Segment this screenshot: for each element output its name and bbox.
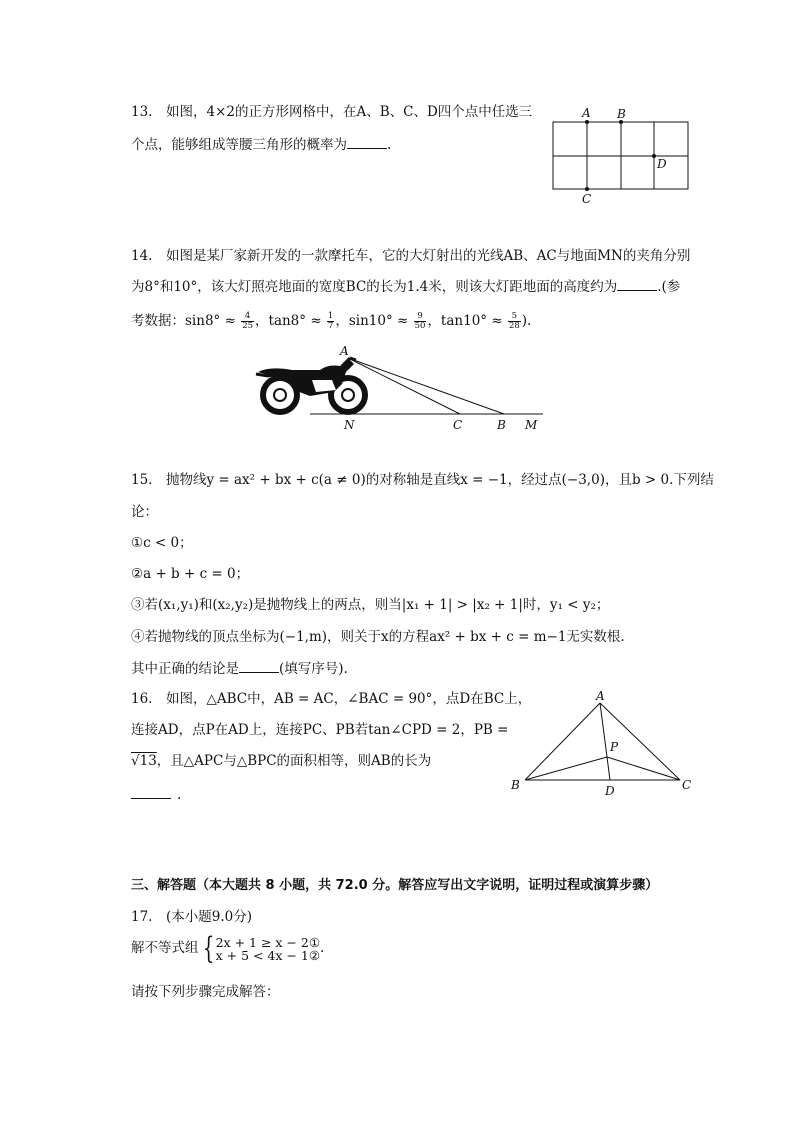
answer-blank: [347, 134, 387, 149]
fraction-4-25: [241, 312, 254, 331]
q15-option-4: ④若抛物线的顶点坐标为(−1,m)，则关于x的方程ax² + bx + c = m−1无实数根.: [131, 629, 625, 645]
q15-line1: 15. 抛物线y = ax² + bx + c(a ≠ 0)的对称轴是直线x = −1，经过点(−3,0)，且b > 0.下列结: [131, 472, 714, 488]
label-b: B: [617, 107, 626, 121]
brace-icon: {: [202, 930, 214, 966]
inequality-2: x + 5 < 4x − 1②: [215, 947, 321, 963]
label-c: C: [682, 778, 692, 792]
answer-blank: [617, 276, 657, 291]
ref-end: ).: [521, 313, 532, 329]
ref-tan10: ，tan10° ≈: [427, 313, 507, 329]
inequality-1: 2x + 1 ≥ x − 2①: [215, 934, 321, 950]
denominator: 50: [414, 321, 426, 331]
label-n: N: [344, 418, 355, 432]
denominator: 28: [508, 321, 520, 331]
q17-prefix: 解不等式组: [131, 940, 199, 956]
q14-line3: [131, 311, 531, 331]
inequality-system: [216, 936, 320, 962]
q16-line4-end: .: [177, 787, 182, 803]
numerator: 9: [414, 312, 427, 322]
sqrt-13: √13: [131, 753, 157, 769]
q14-line2-end: .(参: [657, 279, 681, 295]
fraction-9-50: [414, 312, 427, 331]
q17-suffix: .: [320, 940, 325, 956]
grid-figure: [545, 104, 695, 206]
q13-line2-end: .: [387, 137, 392, 153]
label-a: A: [582, 106, 591, 120]
q15-option-1: ①c < 0；: [131, 535, 193, 551]
denominator: 25: [242, 321, 254, 331]
q17-line1: 17. (本小题9.0分): [131, 909, 252, 925]
q13-line2-text: 个点，能够组成等腰三角形的概率为: [131, 137, 347, 153]
answer-blank: [239, 658, 279, 673]
label-d: D: [657, 157, 667, 171]
segment-pb: [525, 757, 607, 780]
q14-line2-text: 为8°和10°，该大灯照亮地面的宽度BC的长为1.4米，则该大灯距地面的高度约为: [131, 279, 618, 295]
segment-ad: [600, 703, 610, 780]
light-ray-ab: [348, 358, 504, 414]
fraction-5-28: [508, 312, 521, 331]
point-a: [585, 120, 589, 124]
label-m: M: [525, 418, 538, 432]
q16-line2: 连接AD，点P在AD上，连接PC、PB若tan∠CPD = 2，PB =: [131, 722, 509, 738]
label-c: C: [453, 418, 463, 432]
numerator: 5: [508, 312, 521, 322]
label-p: P: [610, 740, 619, 754]
label-d: D: [605, 784, 615, 798]
section-heading: 三、解答题（本大题共 8 小题，共 72.0 分。解答应写出文字说明，证明过程或演算步骤）: [131, 878, 659, 893]
q16-line3: [131, 751, 431, 771]
point-c: [585, 187, 589, 191]
segment-pc: [607, 757, 680, 780]
answer-blank: [131, 784, 171, 799]
label-c: C: [582, 192, 592, 206]
q15-line2: 论：: [131, 504, 158, 520]
motorcycle-figure: [250, 340, 550, 435]
label-b: B: [497, 418, 506, 432]
q16-line4: [131, 784, 181, 805]
ref-sin8: 考数据：sin8° ≈: [131, 313, 241, 329]
ref-tan8: ，tan8° ≈: [255, 313, 326, 329]
q13-line2: [131, 134, 391, 155]
q14-line2: [131, 276, 680, 297]
q15-answer-suffix: (填写序号).: [279, 661, 348, 677]
label-a: A: [340, 344, 349, 358]
q15-option-2: ②a + b + c = 0；: [131, 566, 250, 582]
q13-line1: 13. 如图，4×2的正方形网格中，在A、B、C、D四个点中任选三: [131, 104, 533, 120]
q14-line1: 14. 如图是某厂家新开发的一款摩托车，它的大灯射出的光线AB、AC与地面MN的夹角分别: [131, 248, 691, 264]
numerator: 4: [241, 312, 254, 322]
motorcycle-icon: [256, 358, 365, 412]
side-ab: [525, 703, 600, 780]
ref-sin10: ，sin10° ≈: [335, 313, 413, 329]
point-d: [652, 154, 656, 158]
q16-line3-text: ，且△APC与△BPC的面积相等，则AB的长为: [156, 753, 432, 769]
triangle-figure: [505, 685, 705, 800]
label-b: B: [511, 778, 520, 792]
fraction-1-7: [327, 312, 334, 331]
label-a: A: [596, 689, 605, 703]
q15-answer-prefix: 其中正确的结论是: [131, 661, 239, 677]
q17-system: [131, 930, 325, 966]
q17-line3: 请按下列步骤完成解答：: [131, 984, 280, 1000]
q15-option-3: ③若(x₁,y₁)和(x₂,y₂)是抛物线上的两点，则当|x₁ + 1| > |x₂ + 1|时，y₁ < y₂；: [131, 597, 610, 613]
denominator: 7: [327, 321, 334, 331]
q15-answer-line: [131, 658, 348, 679]
q16-line1: 16. 如图，△ABC中，AB = AC，∠BAC = 90°，点D在BC上，: [131, 691, 532, 707]
numerator: 1: [327, 311, 334, 321]
